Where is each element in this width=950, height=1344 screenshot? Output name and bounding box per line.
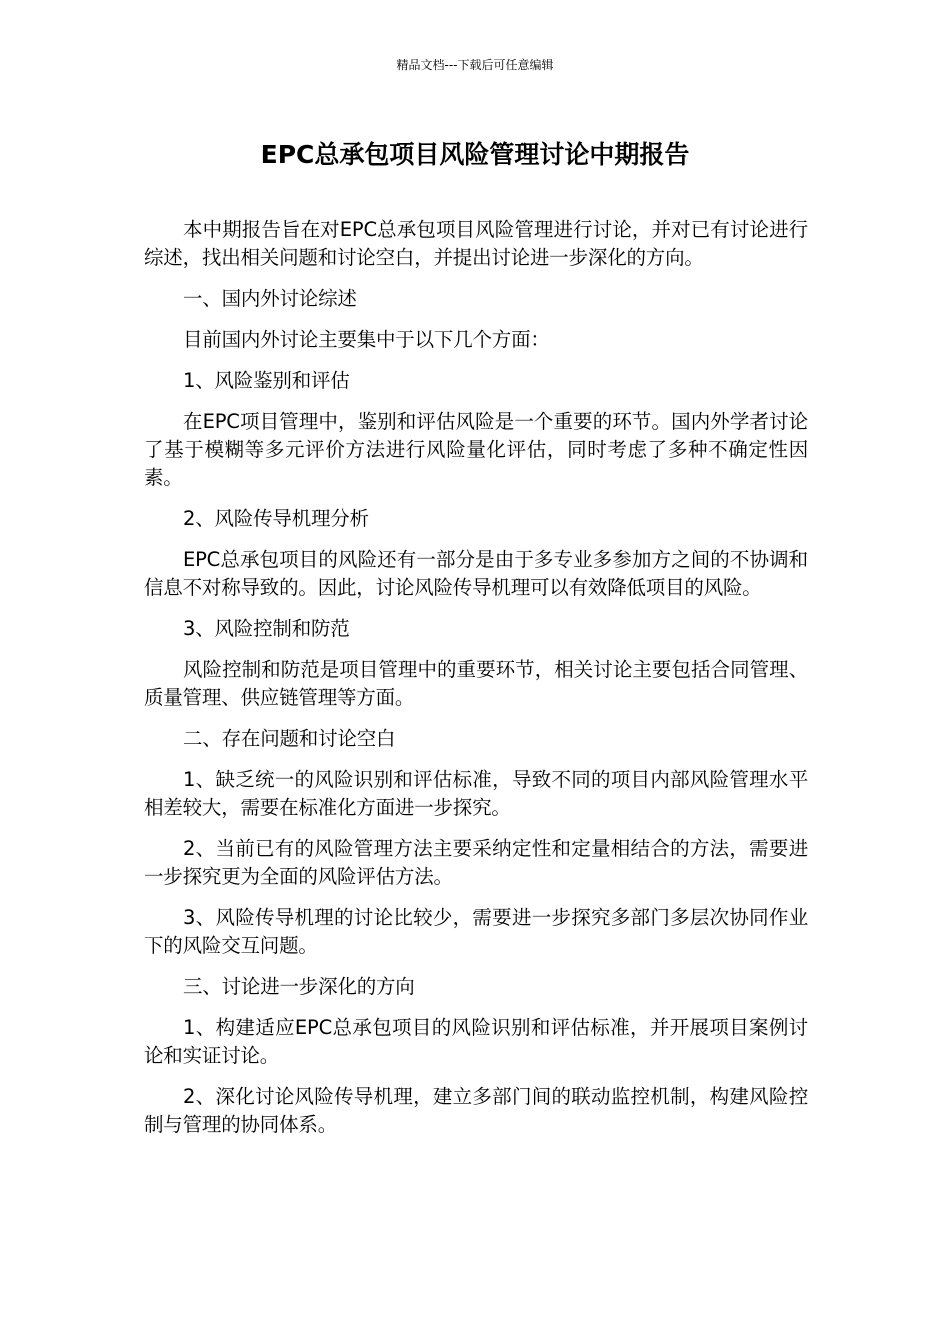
paragraph: EPC总承包项目的风险还有一部分是由于多专业多参加方之间的不协调和信息不对称导致的。因此，讨论风险传导机理可以有效降低项目的风险。 (144, 548, 808, 599)
page-header: 精品文档---下载后可任意编辑 (396, 58, 554, 72)
list-item: 2、深化讨论风险传导机理，建立多部门间的联动监控机制，构建风险控制与管理的协同体系。 (144, 1085, 808, 1136)
paragraph: 目前国内外讨论主要集中于以下几个方面： (183, 328, 550, 351)
subheading-risk-transmission: 2、风险传导机理分析 (183, 507, 369, 530)
list-item: 2、当前已有的风险管理方法主要采纳定性和定量相结合的方法，需要进一步探究更为全面的风险评估方法。 (144, 837, 808, 888)
subheading-risk-identification: 1、风险鉴别和评估 (183, 369, 350, 392)
list-item: 1、构建适应EPC总承包项目的风险识别和评估标准，并开展项目案例讨论和实证讨论。 (144, 1016, 808, 1067)
subheading-risk-control: 3、风险控制和防范 (183, 617, 350, 640)
section-heading-problems: 二、存在问题和讨论空白 (183, 727, 396, 750)
list-item: 3、风险传导机理的讨论比较少，需要进一步探究多部门多层次协同作业下的风险交互问题。 (144, 906, 808, 957)
intro-paragraph: 本中期报告旨在对EPC总承包项目风险管理进行讨论，并对已有讨论进行综述，找出相关问题和讨论空白，并提出讨论进一步深化的方向。 (144, 218, 808, 269)
paragraph: 在EPC项目管理中，鉴别和评估风险是一个重要的环节。国内外学者讨论了基于模糊等多元评价方法进行风险量化评估，同时考虑了多种不确定性因素。 (144, 410, 808, 489)
paragraph: 风险控制和防范是项目管理中的重要环节，相关讨论主要包括合同管理、质量管理、供应链管理等方面。 (144, 658, 808, 709)
document-body (144, 216, 808, 1152)
section-heading-literature-review: 一、国内外讨论综述 (183, 287, 357, 310)
document-title: EPC总承包项目风险管理讨论中期报告 (260, 140, 690, 169)
list-item: 1、缺乏统一的风险识别和评估标准，导致不同的项目内部风险管理水平相差较大，需要在标准化方面进一步探究。 (144, 768, 808, 819)
section-heading-future-directions: 三、讨论进一步深化的方向 (183, 975, 415, 998)
